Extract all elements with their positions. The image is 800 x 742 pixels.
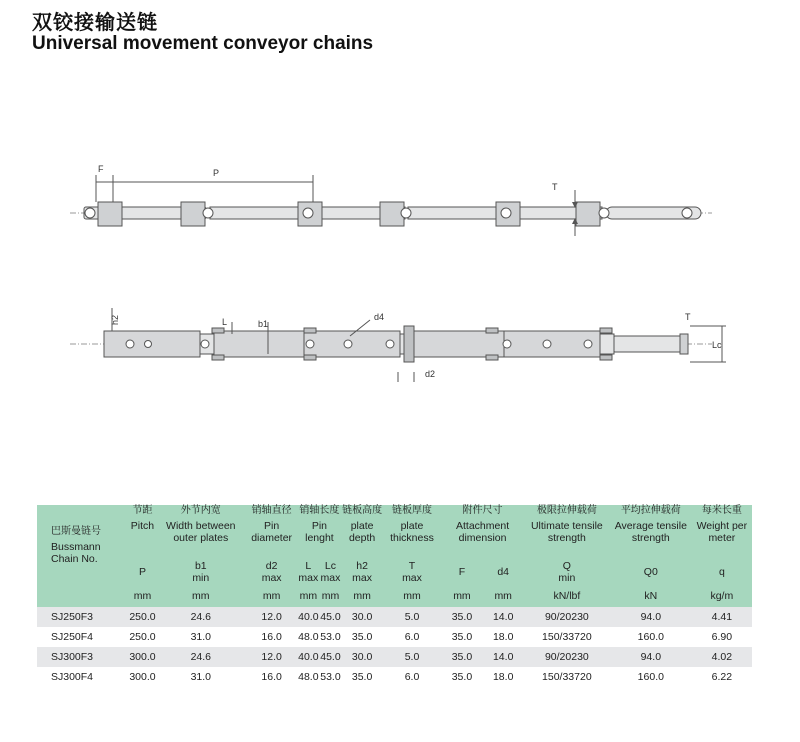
table-header-row-units — [37, 585, 752, 607]
header-pitch: 节距 Pitch — [129, 505, 155, 559]
pivot-block — [98, 202, 122, 226]
cell: 16.0 — [246, 627, 297, 647]
symbol-Lc: Lc max — [320, 560, 341, 584]
cell: 6.22 — [692, 667, 752, 687]
header-ultimate-strength: 极限拉伸载荷 Ultimate tensile strength — [524, 505, 610, 559]
dim-label-h2: h2 — [110, 314, 120, 325]
cell: 90/20230 — [524, 647, 610, 667]
cell: 4.02 — [692, 647, 752, 667]
pivot-block — [576, 202, 600, 226]
cell: 6.90 — [692, 627, 752, 647]
cell: 53.0 — [319, 627, 341, 647]
symbol-b1: b1 min — [156, 559, 246, 585]
cell: 45.0 — [319, 607, 341, 627]
cell: 30.0 — [342, 647, 383, 667]
dim-label-P: P — [213, 168, 220, 178]
unit-L: mm — [297, 585, 319, 607]
cell: 16.0 — [246, 667, 297, 687]
cell: 35.0 — [342, 667, 383, 687]
dim-label-b1: b1 — [258, 319, 269, 329]
header-weight: 每米长重 Weight per meter — [692, 505, 752, 559]
cell: 250.0 — [129, 627, 155, 647]
table-row — [37, 627, 752, 647]
dim-label-F: F — [98, 164, 104, 174]
cell: 14.0 — [483, 607, 524, 627]
table-body — [37, 607, 752, 687]
cell: 4.41 — [692, 607, 752, 627]
cell: 31.0 — [156, 627, 246, 647]
cell: 90/20230 — [524, 607, 610, 627]
dim-label-d4: d4 — [374, 312, 385, 322]
table-row — [37, 667, 752, 687]
symbol-Q0: Q0 — [610, 559, 692, 585]
cell: 150/33720 — [524, 667, 610, 687]
cell: 5.0 — [383, 607, 442, 627]
cell: 12.0 — [246, 647, 297, 667]
cell: 94.0 — [610, 647, 692, 667]
cell: 14.0 — [483, 647, 524, 667]
cell-model: SJ250F3 — [37, 607, 129, 627]
unit-T: mm — [383, 585, 442, 607]
table-row — [37, 647, 752, 667]
header-pin-diameter: 销轴直径 Pin diameter — [246, 505, 297, 559]
dim-label-Lc: Lc — [712, 340, 722, 350]
header-plate-thickness: 链板厚度 plate thickness — [383, 505, 442, 559]
unit-Q0: kN — [610, 585, 692, 607]
dim-label-T-side: T — [685, 312, 691, 322]
symbol-d2: d2 max — [246, 559, 297, 585]
unit-d2: mm — [246, 585, 297, 607]
symbol-P: P — [129, 559, 155, 585]
cell: 35.0 — [441, 627, 482, 647]
header-pin-length: 销轴长度 Pin lenght — [297, 505, 341, 559]
cell: 30.0 — [342, 607, 383, 627]
cell: 45.0 — [319, 647, 341, 667]
header-model: 巴斯曼链号 Bussmann Chain No. — [37, 505, 129, 585]
cell: 35.0 — [342, 627, 383, 647]
cell: 6.0 — [383, 667, 442, 687]
cell: 53.0 — [319, 667, 341, 687]
page-title-chinese: 双铰接输送链 — [32, 10, 158, 34]
unit-F: mm — [441, 585, 482, 607]
cell: 35.0 — [441, 647, 482, 667]
cell: 18.0 — [483, 627, 524, 647]
cell: 5.0 — [383, 647, 442, 667]
cell: 12.0 — [246, 607, 297, 627]
cell: 160.0 — [610, 627, 692, 647]
header-plate-depth: 链板高度 plate depth — [342, 505, 383, 559]
chain-technical-drawing — [0, 150, 800, 390]
unit-P: mm — [129, 585, 155, 607]
header-average-strength: 平均拉伸载荷 Average tensile strength — [610, 505, 692, 559]
unit-Q: kN/lbf — [524, 585, 610, 607]
symbol-L: L max — [298, 560, 319, 584]
page-title-english: Universal movement conveyor chains — [32, 33, 374, 54]
symbol-d4: d4 — [483, 559, 524, 585]
dim-label-d2: d2 — [425, 369, 436, 379]
symbol-T: T max — [383, 559, 442, 585]
cell: 48.0 — [297, 627, 319, 647]
pivot-block — [380, 202, 404, 226]
cell: 300.0 — [129, 647, 155, 667]
symbol-Q: Q min — [524, 559, 610, 585]
chain-side-view — [70, 308, 726, 382]
unit-h2: mm — [342, 585, 383, 607]
header-attachment: 附件尺寸 Attachment dimension — [441, 505, 524, 559]
cell: 35.0 — [441, 607, 482, 627]
cell: 24.6 — [156, 647, 246, 667]
pivot-block — [181, 202, 205, 226]
cell: 48.0 — [297, 667, 319, 687]
cell: 250.0 — [129, 607, 155, 627]
cell-model: SJ300F4 — [37, 667, 129, 687]
cell: 35.0 — [441, 667, 482, 687]
dim-label-L: L — [222, 317, 228, 327]
unit-Lc: mm — [319, 585, 341, 607]
symbol-F: F — [441, 559, 482, 585]
cell: 6.0 — [383, 627, 442, 647]
unit-d4: mm — [483, 585, 524, 607]
cell: 150/33720 — [524, 627, 610, 647]
table-header-row-symbols — [37, 559, 752, 585]
cell: 160.0 — [610, 667, 692, 687]
table-header-row-names — [37, 505, 752, 559]
cell: 18.0 — [483, 667, 524, 687]
cell: 40.0 — [297, 647, 319, 667]
cell: 300.0 — [129, 667, 155, 687]
specification-table — [37, 505, 752, 687]
unit-b1: mm — [156, 585, 246, 607]
table-row — [37, 607, 752, 627]
cell-model: SJ250F4 — [37, 627, 129, 647]
chain-top-view — [70, 175, 712, 236]
symbol-h2: h2 max — [342, 559, 383, 585]
symbol-q: q — [692, 559, 752, 585]
cell-model: SJ300F3 — [37, 647, 129, 667]
dim-label-T-top: T — [552, 182, 558, 192]
cell: 40.0 — [297, 607, 319, 627]
unit-q: kg/m — [692, 585, 752, 607]
cell: 31.0 — [156, 667, 246, 687]
cell: 94.0 — [610, 607, 692, 627]
header-width: 外节内宽 Width between outer plates — [156, 505, 246, 559]
cell: 24.6 — [156, 607, 246, 627]
